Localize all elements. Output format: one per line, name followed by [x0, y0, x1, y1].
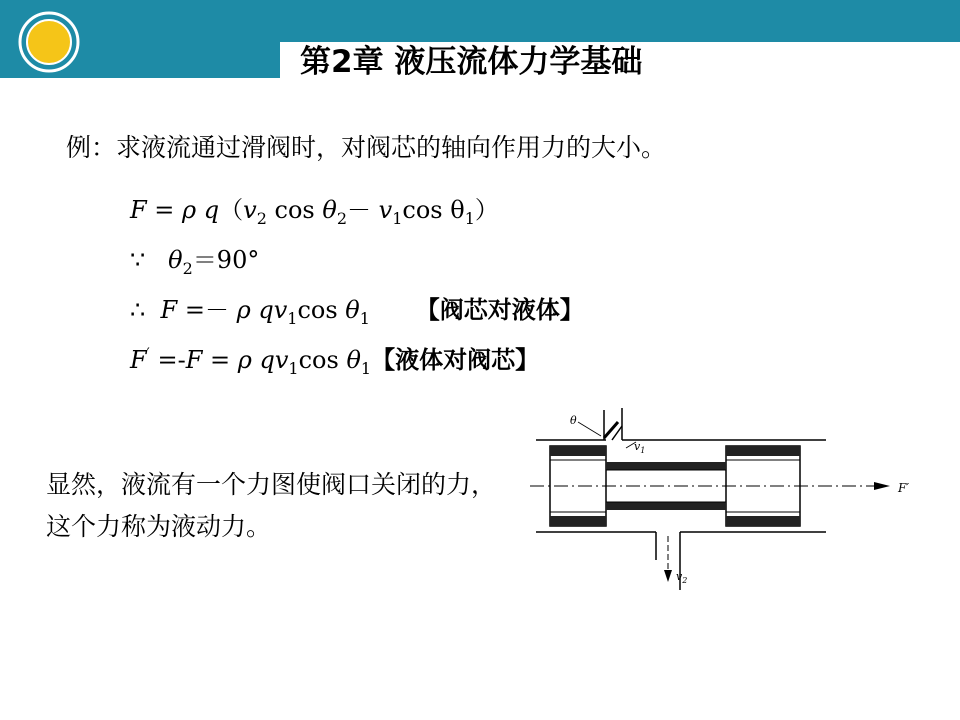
sun-icon — [18, 11, 80, 73]
v1-label: $v_1$ — [634, 440, 646, 455]
spool-valve-diagram — [526, 400, 946, 590]
v2-label: $v_2$ — [676, 570, 688, 585]
equation-3: ∴ F =－ ρ $qv_1\cos$ $\theta_1$ 【阀芯对液体】 — [130, 296, 584, 328]
note-fluid-on-valve: 【液体对阀芯】 — [371, 346, 540, 374]
conclusion-text: 显然，液流有一个力图使阀口关闭的力，这个力称为液动力。 — [46, 470, 497, 541]
page-title: 第2章 液压流体力学基础 — [300, 44, 643, 80]
equation-1: F = ρ $q(v_2$ $\cos \theta_2- v_1\cos$ $\theta_1$） — [130, 196, 499, 228]
equation-4: F′ =-F = ρ $qv_1\cos$ $\theta_1$【液体对阀芯】 — [130, 346, 540, 378]
force-label: F′ — [898, 481, 910, 495]
intro-text: 例：求液流通过滑阀时，对阀芯的轴向作用力的大小。 — [66, 133, 667, 162]
equation-2: ∵ $\theta_2=90^\circ$ — [130, 246, 260, 278]
note-valve-on-fluid: 【阀芯对液体】 — [415, 296, 584, 324]
theta-label: θ — [570, 414, 577, 427]
